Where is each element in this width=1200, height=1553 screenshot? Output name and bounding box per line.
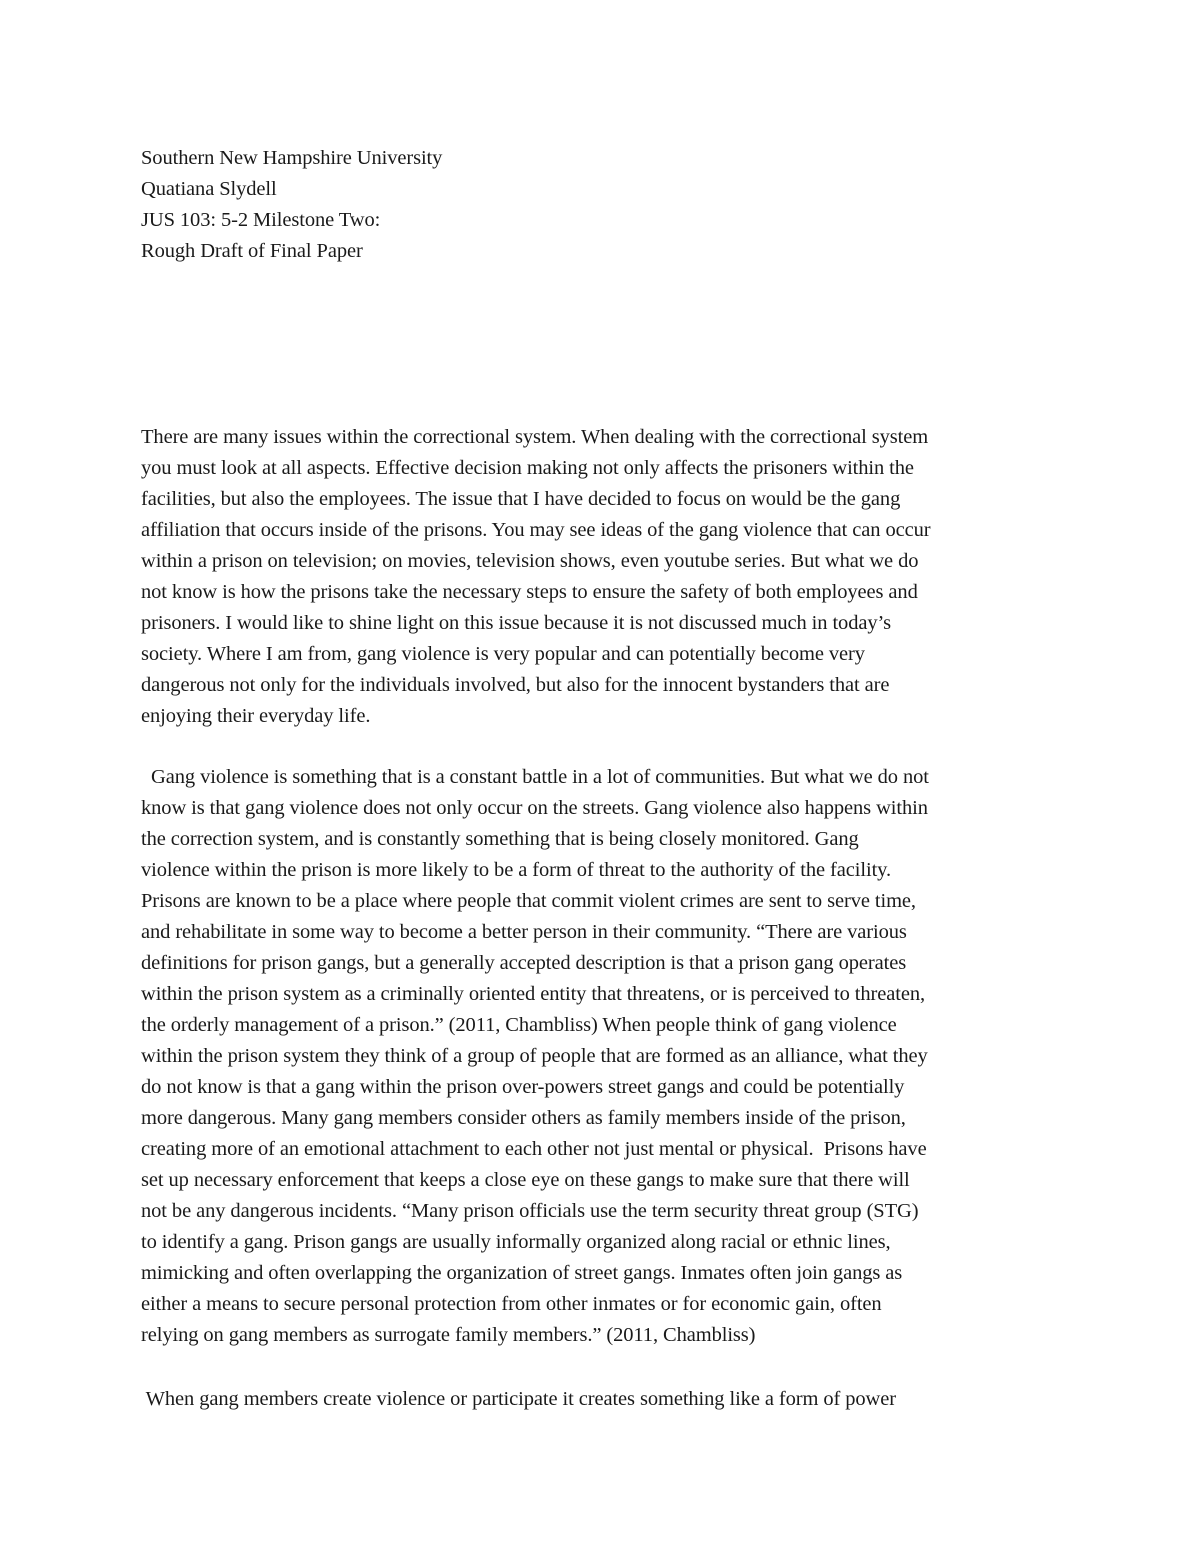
paragraph-line: creating more of an emotional attachment to each other not just mental or physical. Prisons have xyxy=(141,1138,927,1160)
paragraph-line: the orderly management of a prison.” (2011, Chambliss) When people think of gang violence xyxy=(141,1014,897,1036)
paragraph-line: you must look at all aspects. Effective decision making not only affects the prisoners within the xyxy=(141,457,914,479)
paragraph-line: do not know is that a gang within the prison over-powers street gangs and could be potentially xyxy=(141,1076,905,1098)
paragraph-line: not know is how the prisons take the necessary steps to ensure the safety of both employees and xyxy=(141,581,918,603)
paragraph-line: When gang members create violence or participate it creates something like a form of power xyxy=(141,1388,896,1410)
paragraph-line: within a prison on television; on movies, television shows, even youtube series. But what we do xyxy=(141,550,919,572)
paragraph-line: not be any dangerous incidents. “Many prison officials use the term security threat group (STG) xyxy=(141,1200,919,1222)
paragraph-line: dangerous not only for the individuals involved, but also for the innocent bystanders that are xyxy=(141,674,890,696)
header-university: Southern New Hampshire University xyxy=(141,147,443,169)
paragraph-line: more dangerous. Many gang members consider others as family members inside of the prison, xyxy=(141,1107,906,1129)
paragraph-line: within the prison system as a criminally oriented entity that threatens, or is perceived to threaten, xyxy=(141,983,926,1005)
header-course: JUS 103: 5-2 Milestone Two: xyxy=(141,209,381,231)
paragraph-line: There are many issues within the correctional system. When dealing with the correctional system xyxy=(141,426,929,448)
paragraph-line: prisoners. I would like to shine light on this issue because it is not discussed much in today’s xyxy=(141,612,891,634)
paragraph-line: enjoying their everyday life. xyxy=(141,705,371,727)
paragraph-line: definitions for prison gangs, but a generally accepted description is that a prison gang operates xyxy=(141,952,907,974)
paragraph-line: to identify a gang. Prison gangs are usually informally organized along racial or ethnic lines, xyxy=(141,1231,891,1253)
paragraph-line: mimicking and often overlapping the organization of street gangs. Inmates often join gangs as xyxy=(141,1262,903,1284)
document-header xyxy=(141,143,442,267)
paragraph-line: know is that gang violence does not only occur on the streets. Gang violence also happens within xyxy=(141,797,928,819)
paragraph-line: Prisons are known to be a place where people that commit violent crimes are sent to serve time, xyxy=(141,890,916,912)
paragraph-introduction xyxy=(141,422,1071,732)
paragraph-line: set up necessary enforcement that keeps a close eye on these gangs to make sure that there will xyxy=(141,1169,910,1191)
header-author: Quatiana Slydell xyxy=(141,178,277,200)
paragraph-line: the correction system, and is constantly something that is being closely monitored. Gang xyxy=(141,828,859,850)
paragraph-line: and rehabilitate in some way to become a better person in their community. “There are various xyxy=(141,921,907,943)
paragraph-continuation xyxy=(141,1384,1071,1415)
paragraph-line: within the prison system they think of a group of people that are formed as an alliance, what they xyxy=(141,1045,928,1067)
paragraph-line: affiliation that occurs inside of the prisons. You may see ideas of the gang violence that can occur xyxy=(141,519,931,541)
paragraph-line: either a means to secure personal protection from other inmates or for economic gain, often xyxy=(141,1293,882,1315)
header-title: Rough Draft of Final Paper xyxy=(141,240,363,262)
paragraph-line: facilities, but also the employees. The issue that I have decided to focus on would be the gang xyxy=(141,488,901,510)
paragraph-line: society. Where I am from, gang violence is very popular and can potentially become very xyxy=(141,643,865,665)
paragraph-line: violence within the prison is more likely to be a form of threat to the authority of the facility. xyxy=(141,859,892,881)
paragraph-body xyxy=(141,762,1071,1351)
paragraph-line: Gang violence is something that is a constant battle in a lot of communities. But what we do not xyxy=(141,766,929,788)
paragraph-line: relying on gang members as surrogate family members.” (2011, Chambliss) xyxy=(141,1324,756,1346)
